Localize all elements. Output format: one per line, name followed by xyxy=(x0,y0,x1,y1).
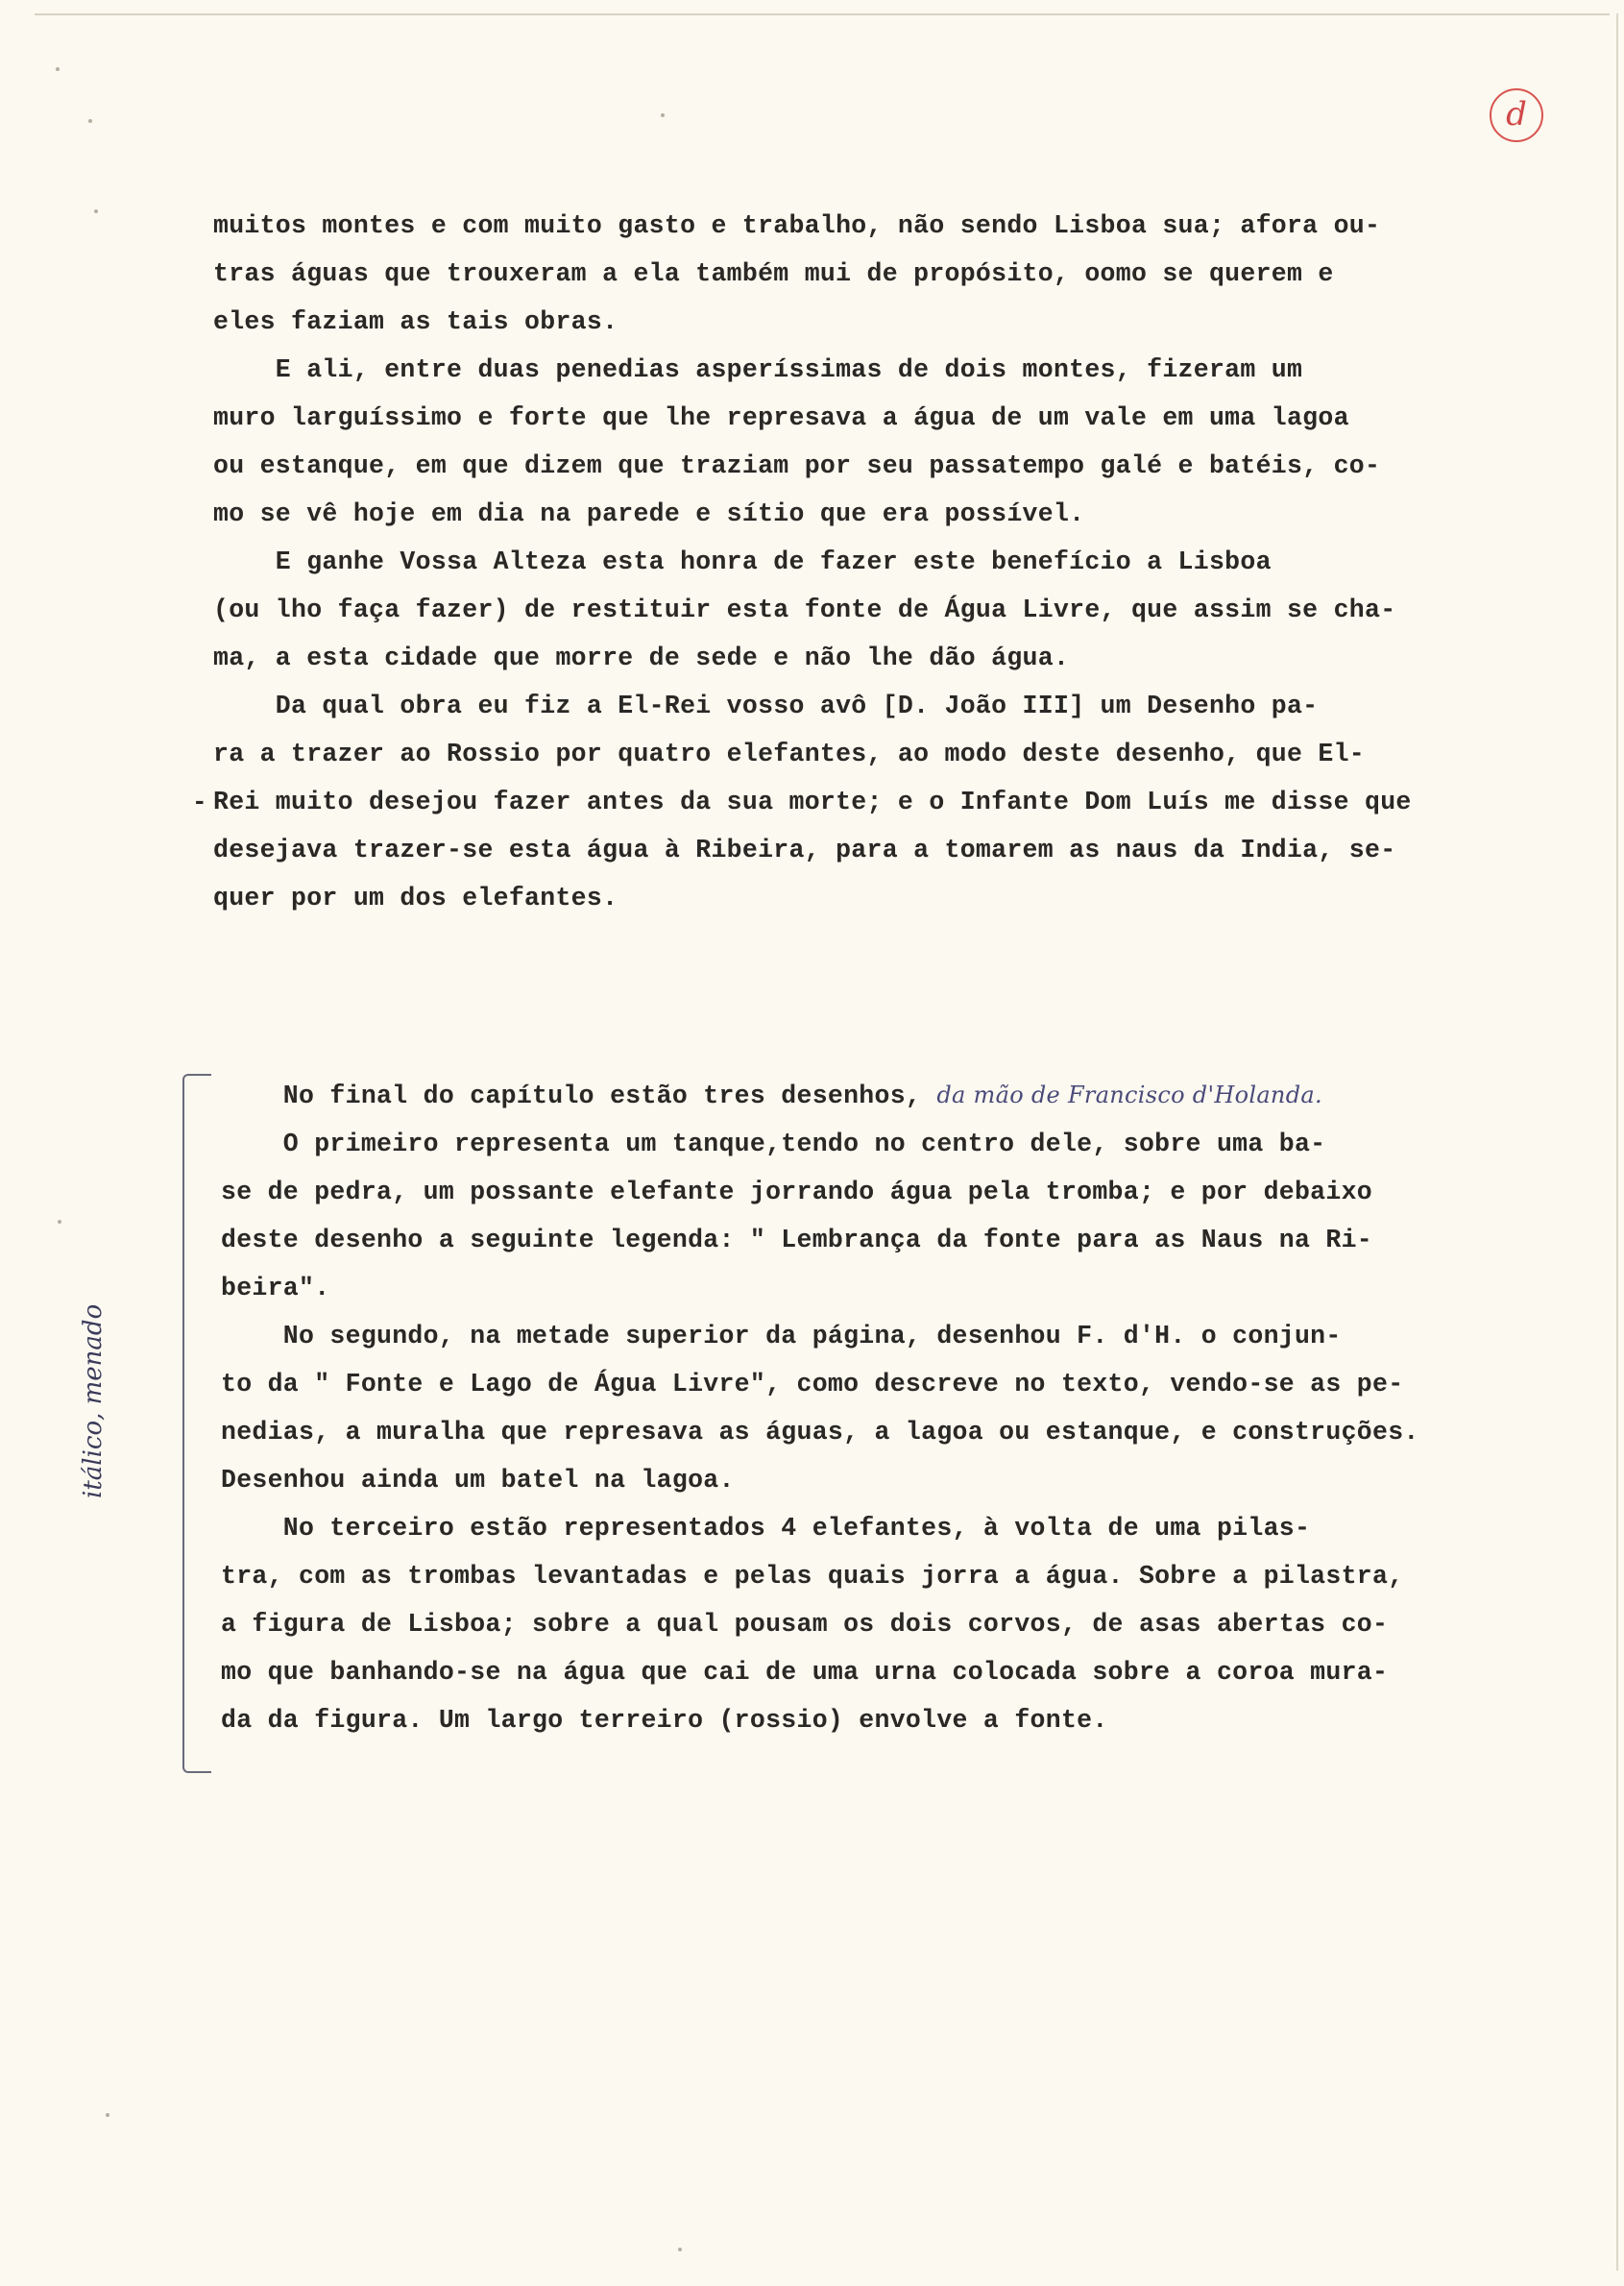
text-line: to da " Fonte e Lago de Água Livre", como descreve no texto, vendo-se as pe- xyxy=(221,1370,1404,1398)
text-line: Da qual obra eu fiz a El-Rei vosso avô [D. João III] um Desenho pa- xyxy=(213,692,1319,720)
text-line: ma, a esta cidade que morre de sede e não lhe dão água. xyxy=(213,644,1070,672)
text-line: da da figura. Um largo terreiro (rossio) envolve a fonte. xyxy=(221,1706,1108,1735)
text-line xyxy=(221,1082,1322,1110)
page-edge-top xyxy=(35,13,1610,15)
speck xyxy=(94,209,98,213)
speck xyxy=(678,2248,682,2251)
text-line: ra a trazer ao Rossio por quatro elefantes, ao modo deste desenho, que El- xyxy=(213,740,1365,768)
text-line: mo se vê hoje em dia na parede e sítio que era possível. xyxy=(213,499,1085,528)
text-segment: No final do capítulo estão tres desenhos, xyxy=(221,1082,922,1110)
speck xyxy=(58,1220,61,1224)
speck xyxy=(56,67,60,71)
text-line: (ou lho faça fazer) de restituir esta fonte de Água Livre, que assim se cha- xyxy=(213,596,1396,624)
text-line: muro larguíssimo e forte que lhe represava a água de um vale em uma lagoa xyxy=(213,403,1349,432)
speck xyxy=(661,113,665,117)
text-line: muitos montes e com muito gasto e trabalho, não sendo Lisboa sua; afora ou- xyxy=(213,211,1381,240)
text-line: a figura de Lisboa; sobre a qual pousam os dois corvos, de asas abertas co- xyxy=(221,1610,1389,1639)
speck xyxy=(88,119,92,123)
text-line: E ganhe Vossa Alteza esta honra de fazer este benefício a Lisboa xyxy=(213,547,1272,576)
text-line: se de pedra, um possante elefante jorrando água pela tromba; e por debaixo xyxy=(221,1178,1372,1206)
text-line: deste desenho a seguinte legenda: " Lembrança da fonte para as Naus na Ri- xyxy=(221,1226,1372,1254)
text-line: tra, com as trombas levantadas e pelas quais jorra a água. Sobre a pilastra, xyxy=(221,1562,1404,1591)
text-line: ou estanque, em que dizem que traziam por seu passatempo galé e batéis, co- xyxy=(213,451,1381,480)
text-line: eles faziam as tais obras. xyxy=(213,307,618,336)
page-marker-badge: d xyxy=(1490,88,1543,142)
page-edge-right xyxy=(1616,13,1618,2271)
text-line: nedias, a muralha que represava as águas, a lagoa ou estanque, e construções. xyxy=(221,1418,1419,1447)
handwritten-insert: da mão de Francisco d'Holanda. xyxy=(936,1082,1322,1108)
text-line: tras águas que trouxeram a ela também mui de propósito, oomo se querem e xyxy=(213,259,1334,288)
text-line: beira". xyxy=(221,1274,330,1302)
speck xyxy=(106,2113,109,2117)
margin-bracket xyxy=(182,1074,211,1773)
text-line: No terceiro estão representados 4 elefantes, à volta de uma pilas- xyxy=(221,1514,1311,1543)
text-line: Rei muito desejou fazer antes da sua morte; e o Infante Dom Luís me disse que xyxy=(213,788,1412,816)
text-line: mo que banhando-se na água que cai de uma urna colocada sobre a coroa mura- xyxy=(221,1658,1389,1687)
text-line: desejava trazer-se esta água à Ribeira, para a tomarem as naus da India, se- xyxy=(213,836,1396,864)
text-line: O primeiro representa um tanque,tendo no centro dele, sobre uma ba- xyxy=(221,1130,1326,1158)
margin-handwritten-note: itálico, menado xyxy=(79,1303,108,1498)
margin-dash: - xyxy=(192,788,207,816)
text-line: E ali, entre duas penedias asperíssimas de dois montes, fizeram um xyxy=(213,355,1303,384)
typed-text-block-2 xyxy=(221,1082,1419,1735)
text-line: No segundo, na metade superior da página, desenhou F. d'H. o conjun- xyxy=(221,1322,1342,1350)
text-line: Desenhou ainda um batel na lagoa. xyxy=(221,1466,735,1495)
text-line: quer por um dos elefantes. xyxy=(213,884,618,912)
typed-text-block-1 xyxy=(213,211,1412,912)
